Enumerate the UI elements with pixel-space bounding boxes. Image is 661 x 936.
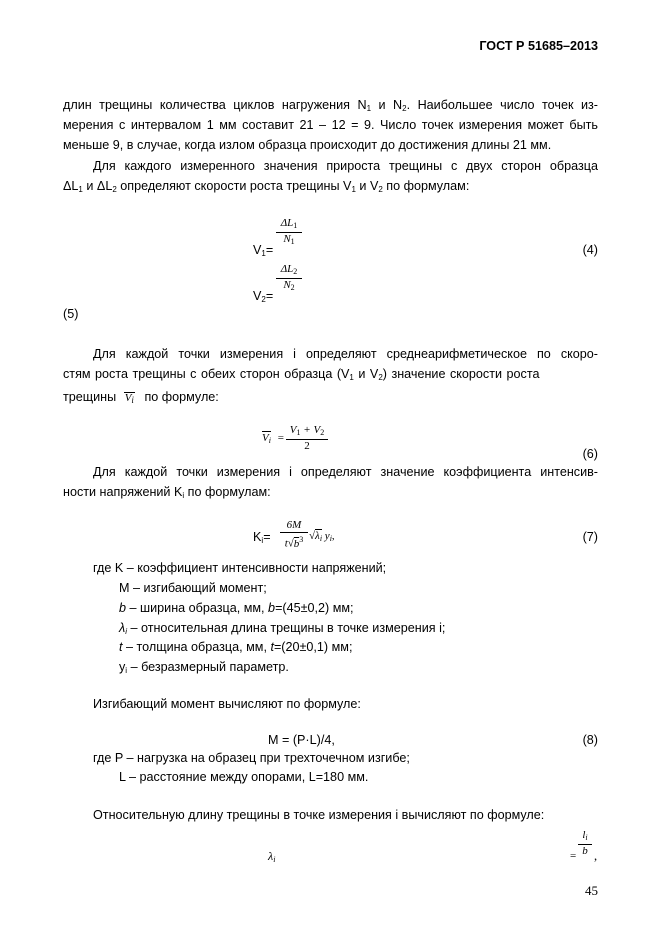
formula-6-fraction: $V_1 + V_2$ 2 [286,424,328,453]
equation-number-8: (8) [582,733,598,747]
definition-y: $y_i$ – безразмерный параметр. [119,660,289,675]
text-line: $\Delta L_1$ и $\Delta L_2$ определяют скорости роста трещины $V_1$ и $V_2$ по формулам: [63,179,470,194]
definition-k: где K – коэффициент интенсивности напряжений; [93,561,387,575]
equation-number-5: (5) [63,307,79,321]
formula-6-lhs: $V_i$ = [262,432,284,445]
equation-number-7: (7) [582,530,598,544]
text-line: Для каждой точки измерения i определяют значение коэффициента интенсив- [93,465,598,479]
text-line: Для каждого измеренного значения прироста трещины с двух сторон образца [93,159,598,173]
formula-v2-lhs: $V_2=$ [253,289,274,304]
v-bar-symbol: $V_i$ [124,392,134,405]
formula-9-eq: = [570,850,577,862]
equation-number-4: (4) [582,243,598,257]
text-line: ности напряжений $K_i$ по формулам: [63,485,271,500]
definition-m: M – изгибающий момент; [119,581,267,595]
text-line: меньше 9, в случае, когда излом образца происходит до достижения длины 21 мм. [63,138,552,152]
formula-9-lhs: $\lambda_i$ [268,849,276,864]
text-line: мерения с интервалом 1 мм составит 21 – 12 = 9. Число точек измерения может быть [63,118,598,132]
text-line: трещины $V_i$ по формуле: [63,390,219,405]
page-number: 45 [585,883,598,898]
formula-9-fraction: $l_i$ b [578,829,592,858]
definition-t: t – толщина образца, мм, t=(20±0,1) мм; [119,640,353,654]
formula-7-fraction: 6M $t√b^3$ [280,519,308,551]
text-line: Изгибающий момент вычисляют по формуле: [93,697,361,711]
definition-l: L – расстояние между опорами, L=180 мм. [119,770,369,784]
formula-v1-fraction: $\Delta L_1$ $N_1$ [276,217,302,248]
formula-7-rhs: $√\lambda_i$ $y_i$, [309,530,335,543]
equation-number-6: (6) [582,447,598,461]
text-line: стям роста трещины с обеих сторон образца ($V_1$ и $V_2$) значение скорости роста [63,367,540,382]
formula-9-tail: , [594,849,598,863]
text-line: Для каждой точки измерения i определяют среднеарифметическое по скоро- [93,347,598,361]
formula-8: M = (P·L)/4, [268,733,335,747]
formula-v2-fraction: $\Delta L_2$ $N_2$ [276,263,302,294]
text-line: длин трещины количества циклов нагружения $N_1$ и $N_2$. Наибольшее число точек из- [63,98,598,113]
definition-p: где P – нагрузка на образец при трехточечном изгибе; [93,751,410,765]
formula-7-lhs: $K_i=$ [253,530,271,545]
formula-v1-lhs: $V_1=$ [253,243,274,258]
definition-b: b – ширина образца, мм, b=(45±0,2) мм; [119,601,354,615]
definition-lambda: $\lambda_i$ – относительная длина трещины в точке измерения i; [119,621,446,636]
text-line: Относительную длину трещины в точке измерения i вычисляют по формуле: [93,808,545,822]
document-id: ГОСТ Р 51685–2013 [479,39,598,53]
